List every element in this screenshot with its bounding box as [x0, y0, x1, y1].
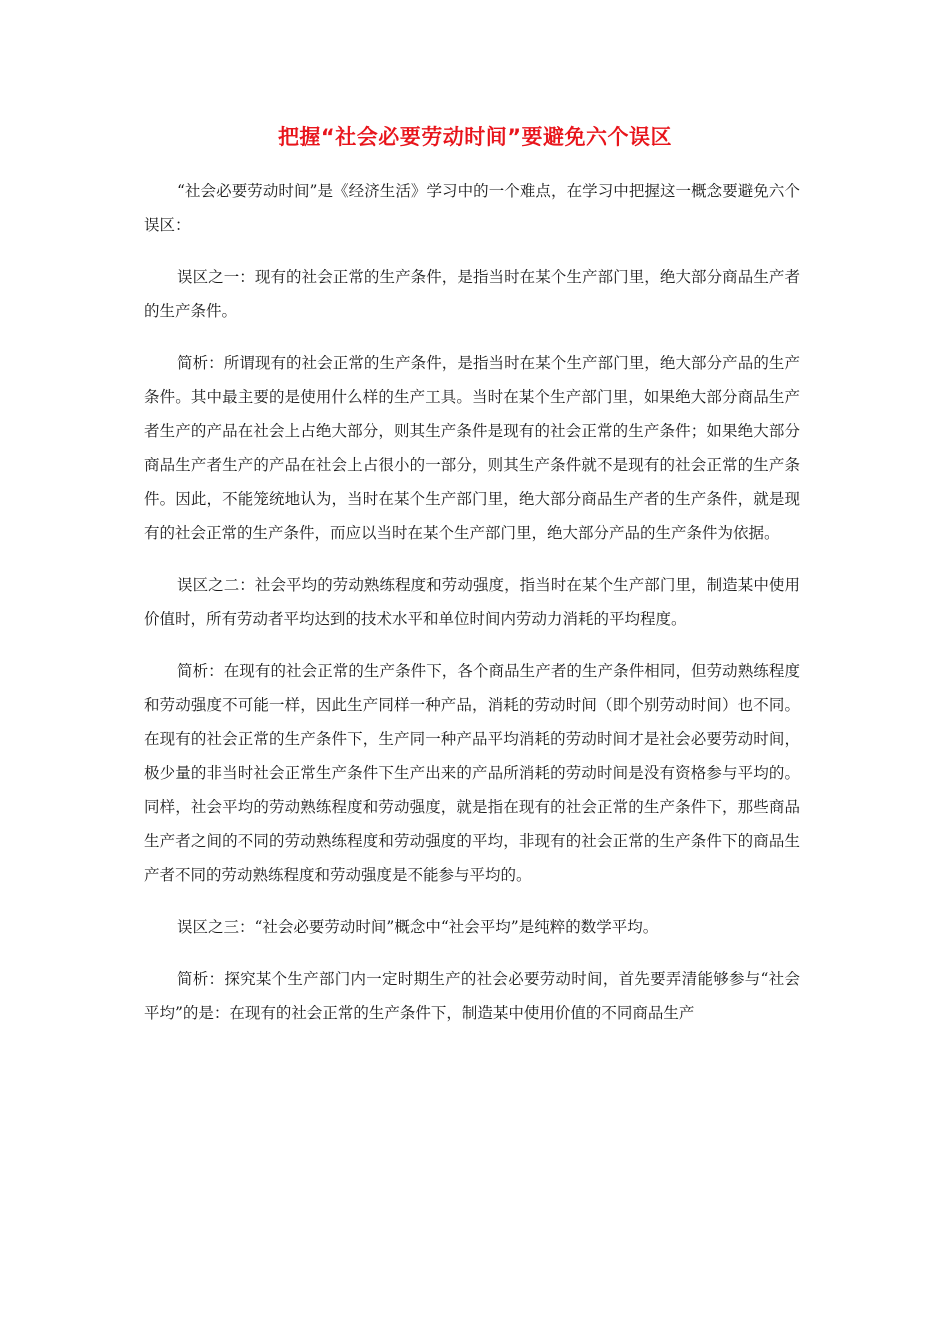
- intro-paragraph: “社会必要劳动时间”是《经济生活》学习中的一个难点，在学习中把握这一概念要避免六个误区：: [144, 182, 800, 234]
- analysis-1-paragraph: 简析：所谓现有的社会正常的生产条件，是指当时在某个生产部门里，绝大部分产品的生产条件。其中最主要的是使用什么样的生产工具。当时在某个生产部门里，如果绝大部分商品生产者生产的产品在社会上占绝大部分，则其生产条件是现有的社会正常的生产条件；如果绝大部分商品生产者生产的产品在社会上占很小的一部分，则其生产条件就不是现有的社会正常的生产条件。因此，不能笼统地认为，当时在某个生产部门里，绝大部分商品生产者的生产条件，就是现有的社会正常的生产条件，而应以当时在某个生产部门里，绝大部分产品的生产条件为依据。: [144, 354, 800, 542]
- document-body: [144, 174, 800, 1048]
- analysis-2-paragraph: 简析：在现有的社会正常的生产条件下，各个商品生产者的生产条件相同，但劳动熟练程度和劳动强度不可能一样，因此生产同样一种产品，消耗的劳动时间（即个别劳动时间）也不同。在现有的社会正常的生产条件下，生产同一种产品平均消耗的劳动时间才是社会必要劳动时间，极少量的非当时社会正常生产条件下生产出来的产品所消耗的劳动时间是没有资格参与平均的。同样，社会平均的劳动熟练程度和劳动强度，就是指在现有的社会正常的生产条件下，那些商品生产者之间的不同的劳动熟练程度和劳动强度的平均，非现有的社会正常的生产条件下的商品生产者不同的劳动熟练程度和劳动强度是不能参与平均的。: [144, 662, 800, 884]
- analysis-3-paragraph: 简析：探究某个生产部门内一定时期生产的社会必要劳动时间，首先要弄清能够参与“社会平均”的是：在现有的社会正常的生产条件下，制造某中使用价值的不同商品生产: [144, 970, 800, 1022]
- misconception-1-paragraph: 误区之一：现有的社会正常的生产条件，是指当时在某个生产部门里，绝大部分商品生产者的生产条件。: [144, 268, 800, 320]
- document-title: 把握“社会必要劳动时间”要避免六个误区: [277, 125, 673, 149]
- misconception-2-paragraph: 误区之二：社会平均的劳动熟练程度和劳动强度，指当时在某个生产部门里，制造某中使用价值时，所有劳动者平均达到的技术水平和单位时间内劳动力消耗的平均程度。: [144, 576, 800, 628]
- misconception-3-paragraph: 误区之三：“社会必要劳动时间”概念中“社会平均”是纯粹的数学平均。: [177, 918, 659, 936]
